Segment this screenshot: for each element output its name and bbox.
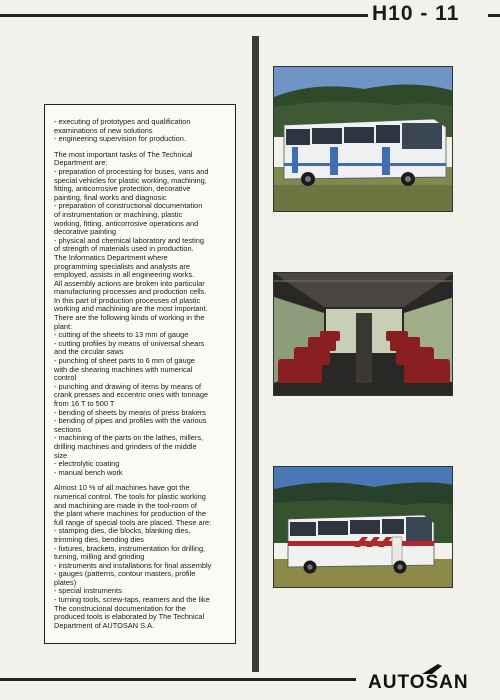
text-line: Almost 10 % of all machines have got the xyxy=(54,483,190,493)
text-line: - cutting of the sheets to 13 mm of gauge xyxy=(54,330,189,340)
text-line: - gauges (patterns, contour masters, profile xyxy=(54,569,196,579)
text-line: - instruments and installations for final assembly xyxy=(54,560,212,570)
text-line: The Informatics Department where xyxy=(54,252,168,262)
text-line: programming specialists and analysts are xyxy=(54,261,190,271)
text-line: - engineering supervision for production. xyxy=(54,134,186,144)
text-line: - fixtures, brackets, instrumentation for drilling, xyxy=(54,543,206,553)
top-rule-end xyxy=(488,14,500,17)
text-line: - bending of pipes and profiles with the various xyxy=(54,416,207,426)
text-line: crank presses and eccentric ones with tonnage xyxy=(54,390,209,400)
text-line: turning, milling and grinding xyxy=(54,552,145,562)
text-line: and machining are made in the tool-room of xyxy=(54,500,197,510)
text-line: trimming dies, bending dies xyxy=(54,534,144,544)
text-line: - electrolytic coating xyxy=(54,459,120,469)
paragraph-intro xyxy=(54,118,228,144)
text-line: full range of special tools are placed. These are: xyxy=(54,517,212,527)
text-line: Department are: xyxy=(54,158,108,168)
body-text-box xyxy=(44,104,236,644)
text-line: fitting, anticorrosive protection, decorative xyxy=(54,184,191,194)
text-line: - preparation of processing for buses, vans and xyxy=(54,166,209,176)
text-line: produced tools is elaborated by The Technical xyxy=(54,612,205,622)
text-line: numerical control. The tools for plastic working xyxy=(54,491,206,501)
text-line: working, fitting, anticorrosive operations and xyxy=(54,218,199,228)
text-line: - stamping dies, die blocks, blanking dies, xyxy=(54,526,191,536)
text-line: size xyxy=(54,450,68,460)
text-line: - machining of the parts on the lathes, millers, xyxy=(54,433,204,443)
vertical-divider xyxy=(252,36,259,672)
photo-bus-interior xyxy=(273,272,453,396)
bottom-rule xyxy=(0,678,356,681)
text-line: In this part of production processes of plastic xyxy=(54,295,201,305)
text-line: - turning tools, screw-taps, reamers and the like xyxy=(54,595,210,605)
text-line: of instrumentation or machining, plastic xyxy=(54,209,183,219)
text-line: - bending of sheets by means of press brakers xyxy=(54,407,206,417)
text-line: of strength of materials used in production. xyxy=(54,244,194,254)
text-line: drilling machines and grinders of the middle xyxy=(54,441,197,451)
text-line: special vehicles for plastic working, machining, xyxy=(54,175,207,185)
text-line: examinations of new solutions xyxy=(54,125,153,135)
text-line: manufacturing processes and production cells. xyxy=(54,287,207,297)
text-line: All assembly actions are broken into particular xyxy=(54,278,205,288)
text-line: plates) xyxy=(54,577,77,587)
text-line: - punching of sheet parts to 6 mm of gauge xyxy=(54,356,195,366)
text-line: - special instruments xyxy=(54,586,122,596)
text-line: There are the following kinds of working in the xyxy=(54,313,205,323)
text-line: working and machining are the most important. xyxy=(54,304,208,314)
text-line: The construcional documentation for the xyxy=(54,603,186,613)
text-line: painting, final works and diagnosic xyxy=(54,192,167,202)
text-line: with die shearing machines with numerical xyxy=(54,364,193,374)
page-number: H10 - 11 xyxy=(372,2,460,25)
text-line: - cutting profiles by means of universal shears xyxy=(54,338,205,348)
text-line: employed, assists in all engineering works. xyxy=(54,270,195,280)
text-line: control xyxy=(54,373,77,383)
paragraph-tools xyxy=(54,484,228,630)
photo-bus-exterior-blue xyxy=(273,66,453,212)
text-line: - preparation of constructional documentation xyxy=(54,201,203,211)
text-line: Department of AUTOSAN S.A. xyxy=(54,620,155,630)
top-rule xyxy=(0,14,368,17)
autosan-logo xyxy=(362,664,492,694)
text-line: - physical and chemical laboratory and testing xyxy=(54,235,204,245)
paragraph-tasks xyxy=(54,151,228,478)
text-line: the plant where machines for production of the xyxy=(54,509,207,519)
logo-text: AUTOSAN xyxy=(368,672,469,693)
text-line: - executing of prototypes and qualification xyxy=(54,117,191,126)
text-line: - punching and drawing of items by means of xyxy=(54,381,202,391)
text-line: decorative painting xyxy=(54,227,117,237)
photo-bus-exterior-red xyxy=(273,466,453,588)
text-line: The most important tasks of The Technical xyxy=(54,149,193,159)
text-line: sections xyxy=(54,424,82,434)
text-line: and the circular saws xyxy=(54,347,124,357)
text-line: from 16 T to 500 T xyxy=(54,399,115,408)
text-line: plant: xyxy=(54,321,73,331)
text-line: - manual bench work xyxy=(54,467,123,477)
